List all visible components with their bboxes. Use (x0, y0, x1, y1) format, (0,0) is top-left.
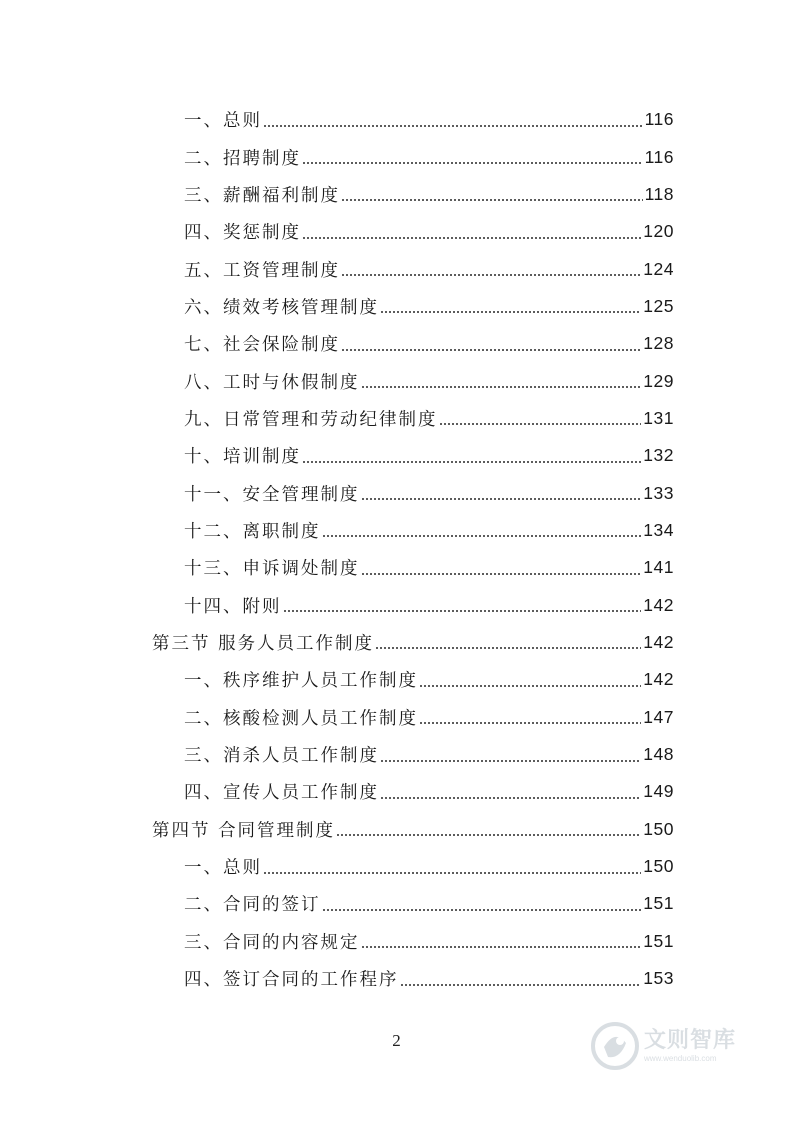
toc-entry-label: 四、签订合同的工作程序 (184, 970, 399, 991)
toc-entry-page: 124 (643, 258, 674, 279)
toc-entry-label: 二、招聘制度 (184, 148, 301, 169)
toc-dot-leader (263, 872, 641, 874)
toc-entry-label: 三、消杀人员工作制度 (184, 746, 379, 767)
toc-entry-label: 二、合同的签订 (184, 895, 321, 916)
toc-dot-leader (302, 162, 643, 164)
toc-dot-leader (361, 946, 642, 948)
toc-dot-leader (361, 386, 642, 388)
toc-entry-page: 132 (643, 445, 674, 466)
toc-entry[interactable] (0, 586, 793, 623)
toc-entry-page: 116 (644, 146, 674, 167)
toc-entry[interactable] (0, 811, 793, 848)
toc-dot-leader (419, 722, 641, 724)
toc-entry[interactable] (0, 923, 793, 960)
toc-entry-page: 142 (643, 631, 674, 652)
toc-dot-leader (375, 647, 641, 649)
toc-entry[interactable] (0, 474, 793, 511)
toc-entry-label: 一、秩序维护人员工作制度 (184, 671, 418, 692)
toc-entry-page: 148 (643, 744, 674, 765)
toc-entry-page: 120 (643, 221, 674, 242)
toc-entry-page: 141 (643, 557, 674, 578)
toc-entry-page: 153 (643, 968, 674, 989)
toc-entry-label: 二、核酸检测人员工作制度 (184, 708, 418, 729)
toc-entry-page: 118 (644, 183, 674, 204)
toc-entry[interactable] (0, 437, 793, 474)
toc-entry[interactable] (0, 885, 793, 922)
toc-entry-label: 一、总则 (184, 858, 262, 879)
toc-entry-label: 九、日常管理和劳动纪律制度 (184, 409, 438, 430)
toc-dot-leader (336, 834, 641, 836)
toc-dot-leader (302, 237, 641, 239)
toc-dot-leader (419, 685, 641, 687)
watermark (590, 1018, 770, 1074)
watermark-url: www.wenduolib.com (644, 1054, 717, 1063)
toc-dot-leader (302, 461, 641, 463)
toc-entry-page: 142 (643, 669, 674, 690)
toc-entry-page: 133 (643, 482, 674, 503)
toc-dot-leader (400, 984, 642, 986)
toc-dot-leader (341, 199, 643, 201)
toc-dot-leader (361, 573, 642, 575)
toc-entry-page: 151 (643, 930, 674, 951)
toc-entry-label: 十四、附则 (184, 596, 282, 617)
toc-dot-leader (322, 535, 642, 537)
toc-entry[interactable] (0, 773, 793, 810)
toc-entry-page: 128 (643, 333, 674, 354)
toc-entry-page: 116 (644, 109, 674, 130)
toc-entry-page: 149 (643, 781, 674, 802)
toc-entry-label: 三、合同的内容规定 (184, 932, 360, 953)
toc-dot-leader (322, 909, 642, 911)
toc-entry-page: 142 (643, 594, 674, 615)
toc-dot-leader (283, 610, 642, 612)
toc-entry-label: 七、社会保险制度 (184, 335, 340, 356)
toc-entry-page: 134 (643, 519, 674, 540)
toc-dot-leader (341, 274, 641, 276)
toc-entry-label: 三、薪酬福利制度 (184, 185, 340, 206)
watermark-name: 文则智库 (644, 1028, 737, 1053)
toc-entry[interactable] (0, 101, 793, 138)
toc-entry[interactable] (0, 400, 793, 437)
toc-entry-page: 129 (643, 370, 674, 391)
toc-entry[interactable] (0, 138, 793, 175)
toc-dot-leader (361, 498, 642, 500)
page-number: 2 (392, 1031, 401, 1050)
toc-entry[interactable] (0, 176, 793, 213)
toc-entry-label: 一、总则 (184, 111, 262, 132)
toc-entry[interactable] (0, 549, 793, 586)
toc-entry[interactable] (0, 288, 793, 325)
toc-entry[interactable] (0, 699, 793, 736)
toc-entry[interactable] (0, 250, 793, 287)
toc-entry[interactable] (0, 736, 793, 773)
toc-entry-label: 四、奖惩制度 (184, 223, 301, 244)
toc-entry-label: 十三、申诉调处制度 (184, 559, 360, 580)
toc-entry[interactable] (0, 848, 793, 885)
toc-dot-leader (380, 797, 641, 799)
toc-entry-page: 150 (643, 818, 674, 839)
toc-entry-label: 十二、离职制度 (184, 521, 321, 542)
toc-entry[interactable] (0, 325, 793, 362)
toc-entry-page: 150 (643, 856, 674, 877)
toc-entry-page: 147 (643, 706, 674, 727)
toc-dot-leader (341, 349, 641, 351)
toc-entry-page: 151 (643, 893, 674, 914)
toc-entry-page: 131 (643, 407, 674, 428)
toc-entry[interactable] (0, 624, 793, 661)
toc-entry-label: 第三节 服务人员工作制度 (152, 633, 375, 654)
toc-entry[interactable] (0, 362, 793, 399)
toc-entry-label: 四、宣传人员工作制度 (184, 783, 379, 804)
toc-entry-label: 五、工资管理制度 (184, 260, 340, 281)
toc-entry-page: 125 (643, 295, 674, 316)
toc-dot-leader (263, 125, 643, 127)
watermark-logo-icon (590, 1021, 640, 1071)
toc-entry-label: 第四节 合同管理制度 (152, 820, 336, 841)
toc-entry-label: 八、工时与休假制度 (184, 372, 360, 393)
table-of-contents (0, 101, 793, 997)
toc-dot-leader (380, 760, 641, 762)
toc-dot-leader (439, 423, 642, 425)
toc-entry[interactable] (0, 213, 793, 250)
toc-entry-label: 十、培训制度 (184, 447, 301, 468)
toc-entry-label: 十一、安全管理制度 (184, 484, 360, 505)
toc-entry-label: 六、绩效考核管理制度 (184, 297, 379, 318)
toc-dot-leader (380, 311, 641, 313)
watermark-text (644, 1028, 736, 1064)
toc-entry[interactable] (0, 512, 793, 549)
toc-entry[interactable] (0, 960, 793, 997)
toc-entry[interactable] (0, 661, 793, 698)
